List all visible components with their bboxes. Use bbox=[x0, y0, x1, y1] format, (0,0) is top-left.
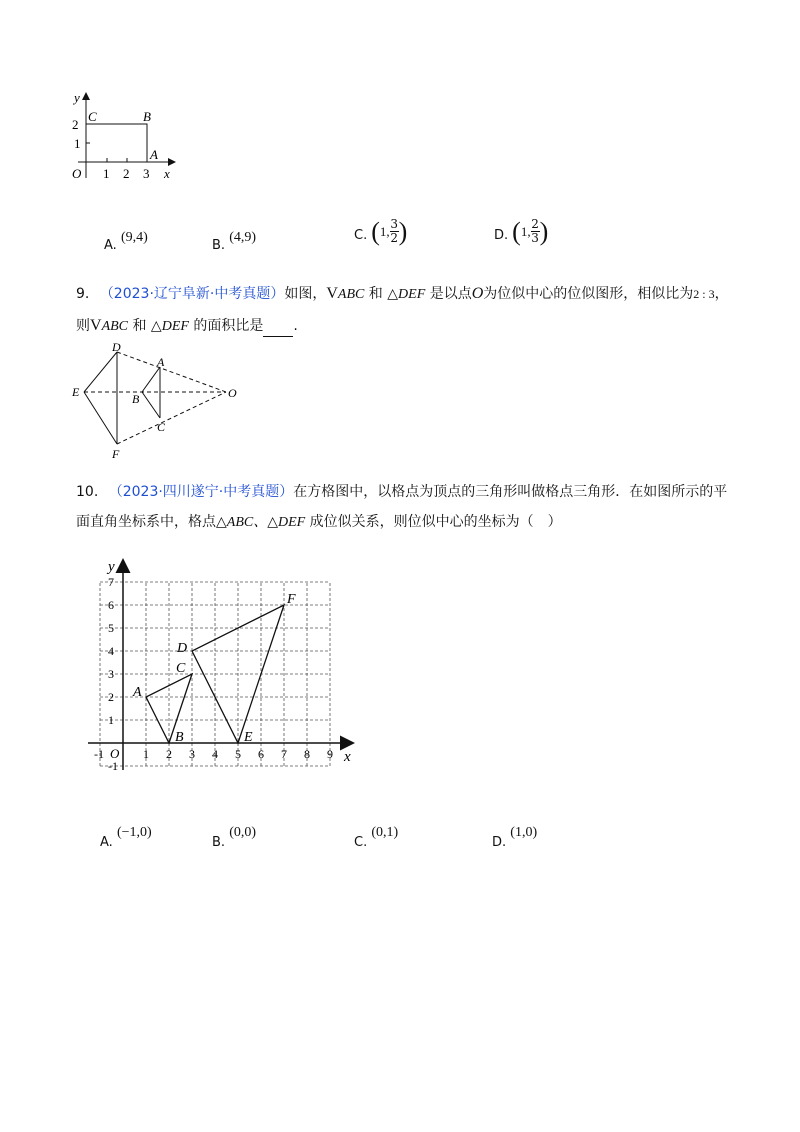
label-B: B bbox=[175, 730, 184, 745]
line-DE bbox=[84, 352, 117, 392]
label-A: A bbox=[133, 685, 142, 700]
label-1: 1 bbox=[74, 136, 81, 151]
q9-text: 如图， bbox=[284, 286, 327, 302]
dash-DO bbox=[117, 352, 226, 392]
point-o: O bbox=[471, 285, 484, 302]
y-tick-7: 7 bbox=[108, 575, 114, 589]
q8-figure bbox=[66, 88, 186, 188]
q8-option-b[interactable] bbox=[212, 230, 257, 253]
denominator: 2 bbox=[390, 231, 398, 245]
q10-line2 bbox=[76, 512, 562, 533]
label-2: 2 bbox=[72, 117, 79, 132]
x-tick-6: 6 bbox=[258, 747, 264, 761]
option-value: (0,1) bbox=[371, 825, 399, 840]
q10-option-d[interactable] bbox=[492, 825, 538, 850]
triangle-def: DEF bbox=[398, 287, 426, 302]
q9-text: 和 bbox=[128, 318, 151, 334]
dashed-grid bbox=[100, 582, 330, 766]
q9-text: 的面积比是 bbox=[188, 318, 264, 334]
label-A: A bbox=[150, 147, 158, 162]
triangles: △ABC、△DEF bbox=[216, 515, 306, 530]
option-value: (−1,0) bbox=[116, 825, 152, 840]
q9-figure bbox=[68, 340, 248, 464]
q10-line1 bbox=[76, 482, 727, 502]
q10-grid-figure bbox=[80, 555, 370, 775]
numerator: 2 bbox=[531, 217, 539, 231]
q9-text: 是以点 bbox=[425, 286, 472, 302]
line-AB bbox=[142, 367, 160, 392]
option-letter: A. bbox=[104, 238, 117, 253]
q9-text: 和 bbox=[364, 286, 388, 302]
label-x: x bbox=[164, 166, 170, 181]
option-letter: D. bbox=[494, 228, 509, 243]
option-value: (1,0) bbox=[510, 825, 538, 840]
q9-text: ， bbox=[714, 286, 729, 302]
q10-text: 面直角坐标系中，格点 bbox=[76, 514, 216, 530]
option-value: (0,0) bbox=[229, 825, 257, 840]
option-letter: C. bbox=[354, 835, 368, 850]
triangle-symbol: V bbox=[90, 317, 102, 334]
option-letter: C. bbox=[354, 228, 368, 243]
q8-option-a[interactable] bbox=[104, 230, 148, 253]
denominator: 3 bbox=[531, 231, 539, 245]
label-B: B bbox=[143, 109, 151, 124]
tick-label-2: 2 bbox=[123, 166, 130, 181]
y-tick-1: 1 bbox=[108, 713, 114, 727]
option-letter: B. bbox=[212, 835, 226, 850]
triangle-symbol: △ bbox=[150, 319, 162, 334]
triangle-abc: ABC bbox=[101, 319, 129, 334]
ratio: 2 : 3 bbox=[693, 287, 715, 301]
label-y: y bbox=[74, 90, 80, 105]
q8-option-d[interactable]: D. ( 1, $\frac{2}{3}$ ) bbox=[494, 216, 549, 246]
axis-label-y: y bbox=[108, 559, 115, 575]
label-B: B bbox=[132, 392, 140, 406]
q8-option-c[interactable]: C. ( 1, $\frac{3}{2}$ ) bbox=[354, 216, 408, 246]
q9-line1 bbox=[76, 284, 729, 305]
option-value-pre: 1, bbox=[520, 223, 531, 239]
label-F: F bbox=[287, 592, 296, 607]
label-C: C bbox=[88, 109, 97, 124]
option-fraction bbox=[531, 218, 540, 245]
option-value-pre: 1, bbox=[379, 223, 390, 239]
label-O: O bbox=[228, 386, 237, 400]
option-value: (9,4) bbox=[120, 230, 148, 245]
option-fraction bbox=[390, 218, 399, 245]
label-O: O bbox=[72, 166, 82, 181]
rectangle-OABC bbox=[86, 124, 147, 162]
y-tick-2: 2 bbox=[108, 690, 114, 704]
option-letter: D. bbox=[492, 835, 507, 850]
x-tick-8: 8 bbox=[304, 747, 310, 761]
x-tick-5: 5 bbox=[235, 747, 241, 761]
q9-text: . bbox=[293, 318, 298, 334]
label-A: A bbox=[157, 355, 165, 369]
x-tick-neg1: -1 bbox=[94, 747, 104, 761]
x-tick-1: 1 bbox=[143, 747, 149, 761]
q10-text: 在方格图中，以格点为顶点的三角形叫做格点三角形．在如图所示的平 bbox=[293, 484, 728, 500]
y-tick-3: 3 bbox=[108, 667, 114, 681]
triangle-abc: ABC bbox=[337, 287, 365, 302]
question-source: （2023·四川遂宁·中考真题） bbox=[108, 484, 294, 500]
y-tick-neg1: -1 bbox=[108, 759, 118, 773]
tick-label-1: 1 bbox=[103, 166, 110, 181]
question-number: 10. bbox=[76, 484, 99, 500]
label-D: D bbox=[112, 340, 121, 354]
x-tick-7: 7 bbox=[281, 747, 287, 761]
option-letter: B. bbox=[212, 238, 226, 253]
q10-option-a[interactable] bbox=[100, 825, 152, 850]
triangle-symbol: △ bbox=[387, 287, 399, 302]
q9-text: 为位似中心的位似图形，相似比为 bbox=[483, 286, 694, 302]
triangle-def: DEF bbox=[161, 319, 189, 334]
q10-option-b[interactable] bbox=[212, 825, 257, 850]
q9-text: 则 bbox=[76, 318, 90, 334]
axis-label-x: x bbox=[344, 749, 351, 765]
x-tick-2: 2 bbox=[166, 747, 172, 761]
option-letter: A. bbox=[100, 835, 113, 850]
q10-text: 成位似关系，则位似中心的坐标为（ ） bbox=[305, 514, 562, 530]
answer-blank[interactable] bbox=[263, 322, 293, 337]
label-C: C bbox=[176, 661, 186, 676]
x-tick-3: 3 bbox=[189, 747, 195, 761]
triangle-symbol: V bbox=[326, 285, 338, 302]
x-tick-4: 4 bbox=[212, 747, 218, 761]
origin-label: O bbox=[110, 746, 120, 761]
q9-line2 bbox=[76, 316, 298, 337]
y-tick-4: 4 bbox=[108, 644, 114, 658]
x-tick-9: 9 bbox=[327, 747, 333, 761]
y-tick-5: 5 bbox=[108, 621, 114, 635]
label-F: F bbox=[112, 447, 120, 461]
q10-option-c[interactable] bbox=[354, 825, 399, 850]
label-C: C bbox=[157, 420, 166, 434]
label-E: E bbox=[72, 385, 80, 399]
tick-label-3: 3 bbox=[143, 166, 150, 181]
line-EF bbox=[84, 392, 117, 444]
y-tick-6: 6 bbox=[108, 598, 114, 612]
question-source: （2023·辽宁阜新·中考真题） bbox=[99, 286, 285, 302]
numerator: 3 bbox=[390, 217, 398, 231]
question-number: 9. bbox=[76, 286, 90, 302]
label-D: D bbox=[177, 641, 188, 656]
option-value: (4,9) bbox=[229, 230, 257, 245]
line-BC bbox=[142, 392, 160, 418]
label-E: E bbox=[244, 730, 253, 745]
